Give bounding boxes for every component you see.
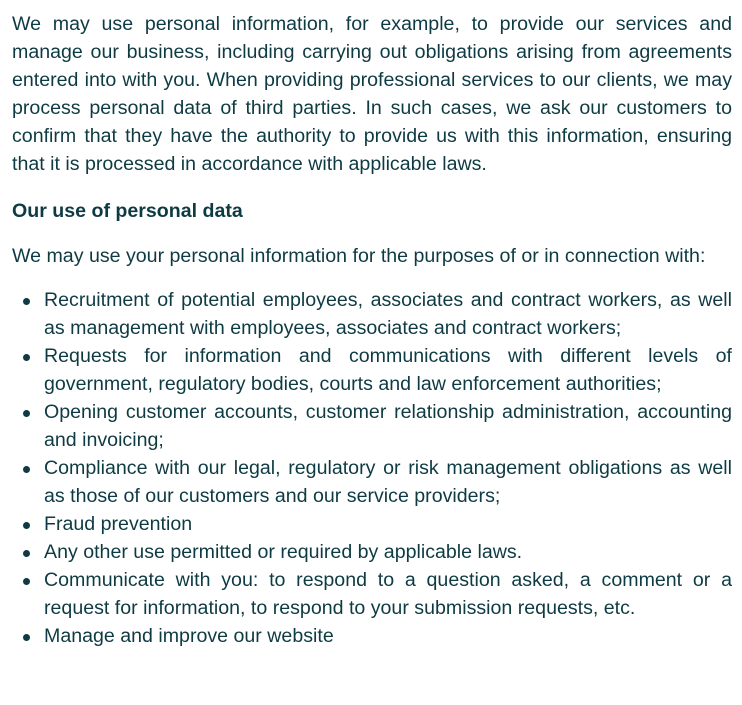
bullet-icon — [23, 354, 30, 361]
list-item — [12, 622, 732, 650]
lead-paragraph: We may use your personal information for the purposes of or in connection with: — [12, 245, 706, 267]
purposes-list — [12, 286, 732, 650]
list-item-text: Any other use permitted or required by applicable laws. — [44, 541, 523, 563]
list-item — [12, 538, 732, 566]
list-item — [12, 566, 732, 622]
bullet-icon — [23, 578, 30, 585]
list-item-text: Fraud prevention — [44, 513, 193, 535]
list-item-text: Communicate with you: to respond to a question asked, a comment or a request for information, to respond to your submission requests, etc. — [44, 569, 732, 619]
list-item — [12, 398, 732, 454]
intro-paragraph: We may use personal information, for example, to provide our services and manage our business, including carrying out obligations arising from agreements entered into with you. When providing professional services to our clients, we may process personal data of third parties. In such cases, we ask our customers to confirm that they have the authority to provide us with this information, ensuring that it is processed in accordance with applicable laws. — [12, 13, 732, 175]
bullet-icon — [23, 634, 30, 641]
list-item — [12, 510, 732, 538]
list-item-text: Manage and improve our website — [44, 625, 334, 647]
bullet-icon — [23, 550, 30, 557]
list-item — [12, 342, 732, 398]
list-item-text: Recruitment of potential employees, associates and contract workers, as well as management with employees, associates and contract workers; — [44, 289, 732, 339]
list-item — [12, 454, 732, 510]
bullet-icon — [23, 410, 30, 417]
list-item — [12, 286, 732, 342]
bullet-icon — [23, 466, 30, 473]
list-item-text: Opening customer accounts, customer relationship administration, accounting and invoicing; — [44, 401, 732, 451]
list-item-text: Requests for information and communications with different levels of government, regulatory bodies, courts and law enforcement authorities; — [44, 345, 732, 395]
bullet-icon — [23, 298, 30, 305]
list-item-text: Compliance with our legal, regulatory or risk management obligations as well as those of our customers and our service providers; — [44, 457, 732, 507]
section-heading: Our use of personal data — [12, 200, 243, 222]
bullet-icon — [23, 522, 30, 529]
